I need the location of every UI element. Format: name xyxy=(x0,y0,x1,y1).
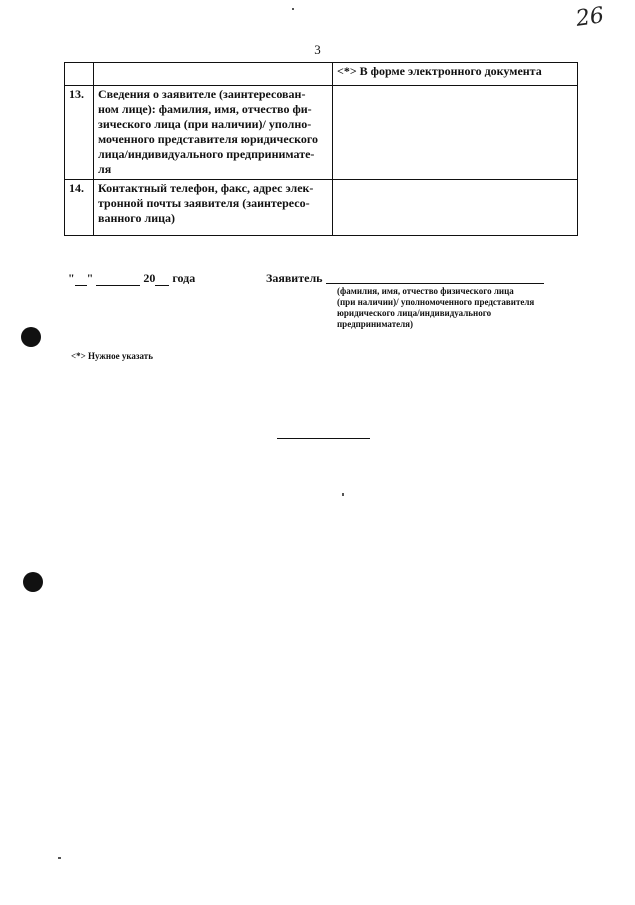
header-number-cell xyxy=(65,63,94,86)
application-form-table xyxy=(64,62,578,236)
description-line: Контактный телефон, факс, адрес элек- xyxy=(98,181,314,195)
description-line: ном лице): фамилия, имя, отчество фи- xyxy=(98,102,312,116)
table-row xyxy=(65,180,578,236)
year-suffix: года xyxy=(172,271,196,285)
description-line: лица/индивидуального предпринимате- xyxy=(98,147,315,161)
scan-speck xyxy=(292,8,294,10)
description-line: зического лица (при наличии)/ уполно- xyxy=(98,117,312,131)
applicant-label: Заявитель xyxy=(266,271,323,285)
description-line: ванного лица) xyxy=(98,211,176,225)
day-blank[interactable] xyxy=(75,274,87,286)
description-line: Сведения о заявителе (заинтересован- xyxy=(98,87,306,101)
table-row xyxy=(65,86,578,180)
date-quote-open: " xyxy=(68,271,75,285)
hint-line: предпринимателя) xyxy=(337,319,414,329)
contact-info-field[interactable] xyxy=(333,180,578,236)
row-description xyxy=(94,180,333,236)
applicant-signature-line[interactable] xyxy=(326,283,544,284)
hint-line: (при наличии)/ уполномоченного представителя xyxy=(337,297,535,307)
description-line: тронной почты заявителя (заинтересо- xyxy=(98,196,310,210)
month-blank[interactable] xyxy=(96,274,140,286)
row-description xyxy=(94,86,333,180)
row-number: 14. xyxy=(65,180,94,236)
description-line: моченного представителя юридического xyxy=(98,132,319,146)
separator-line xyxy=(277,438,370,439)
year-prefix: 20 xyxy=(143,271,156,285)
row-number: 13. xyxy=(65,86,94,180)
date-quote-close: " xyxy=(86,271,94,285)
header-description-cell xyxy=(94,63,333,86)
date-field xyxy=(68,271,195,286)
scan-speck xyxy=(58,857,61,859)
punch-hole xyxy=(23,572,43,592)
description-line: ля xyxy=(98,162,112,176)
year-blank[interactable] xyxy=(155,274,169,286)
hint-line: (фамилия, имя, отчество физического лица xyxy=(337,286,514,296)
page-number: 3 xyxy=(314,42,321,57)
applicant-info-field[interactable] xyxy=(333,86,578,180)
applicant-hint xyxy=(337,286,577,330)
table-header-row xyxy=(65,63,578,86)
scan-speck xyxy=(342,493,344,496)
header-value-cell: <*> В форме электронного документа xyxy=(333,63,578,86)
footnote: <*> Нужное указать xyxy=(71,351,153,361)
punch-hole xyxy=(21,327,41,347)
hint-line: юридического лица/индивидуального xyxy=(337,308,492,318)
handwritten-page-mark: 26 xyxy=(574,3,606,32)
